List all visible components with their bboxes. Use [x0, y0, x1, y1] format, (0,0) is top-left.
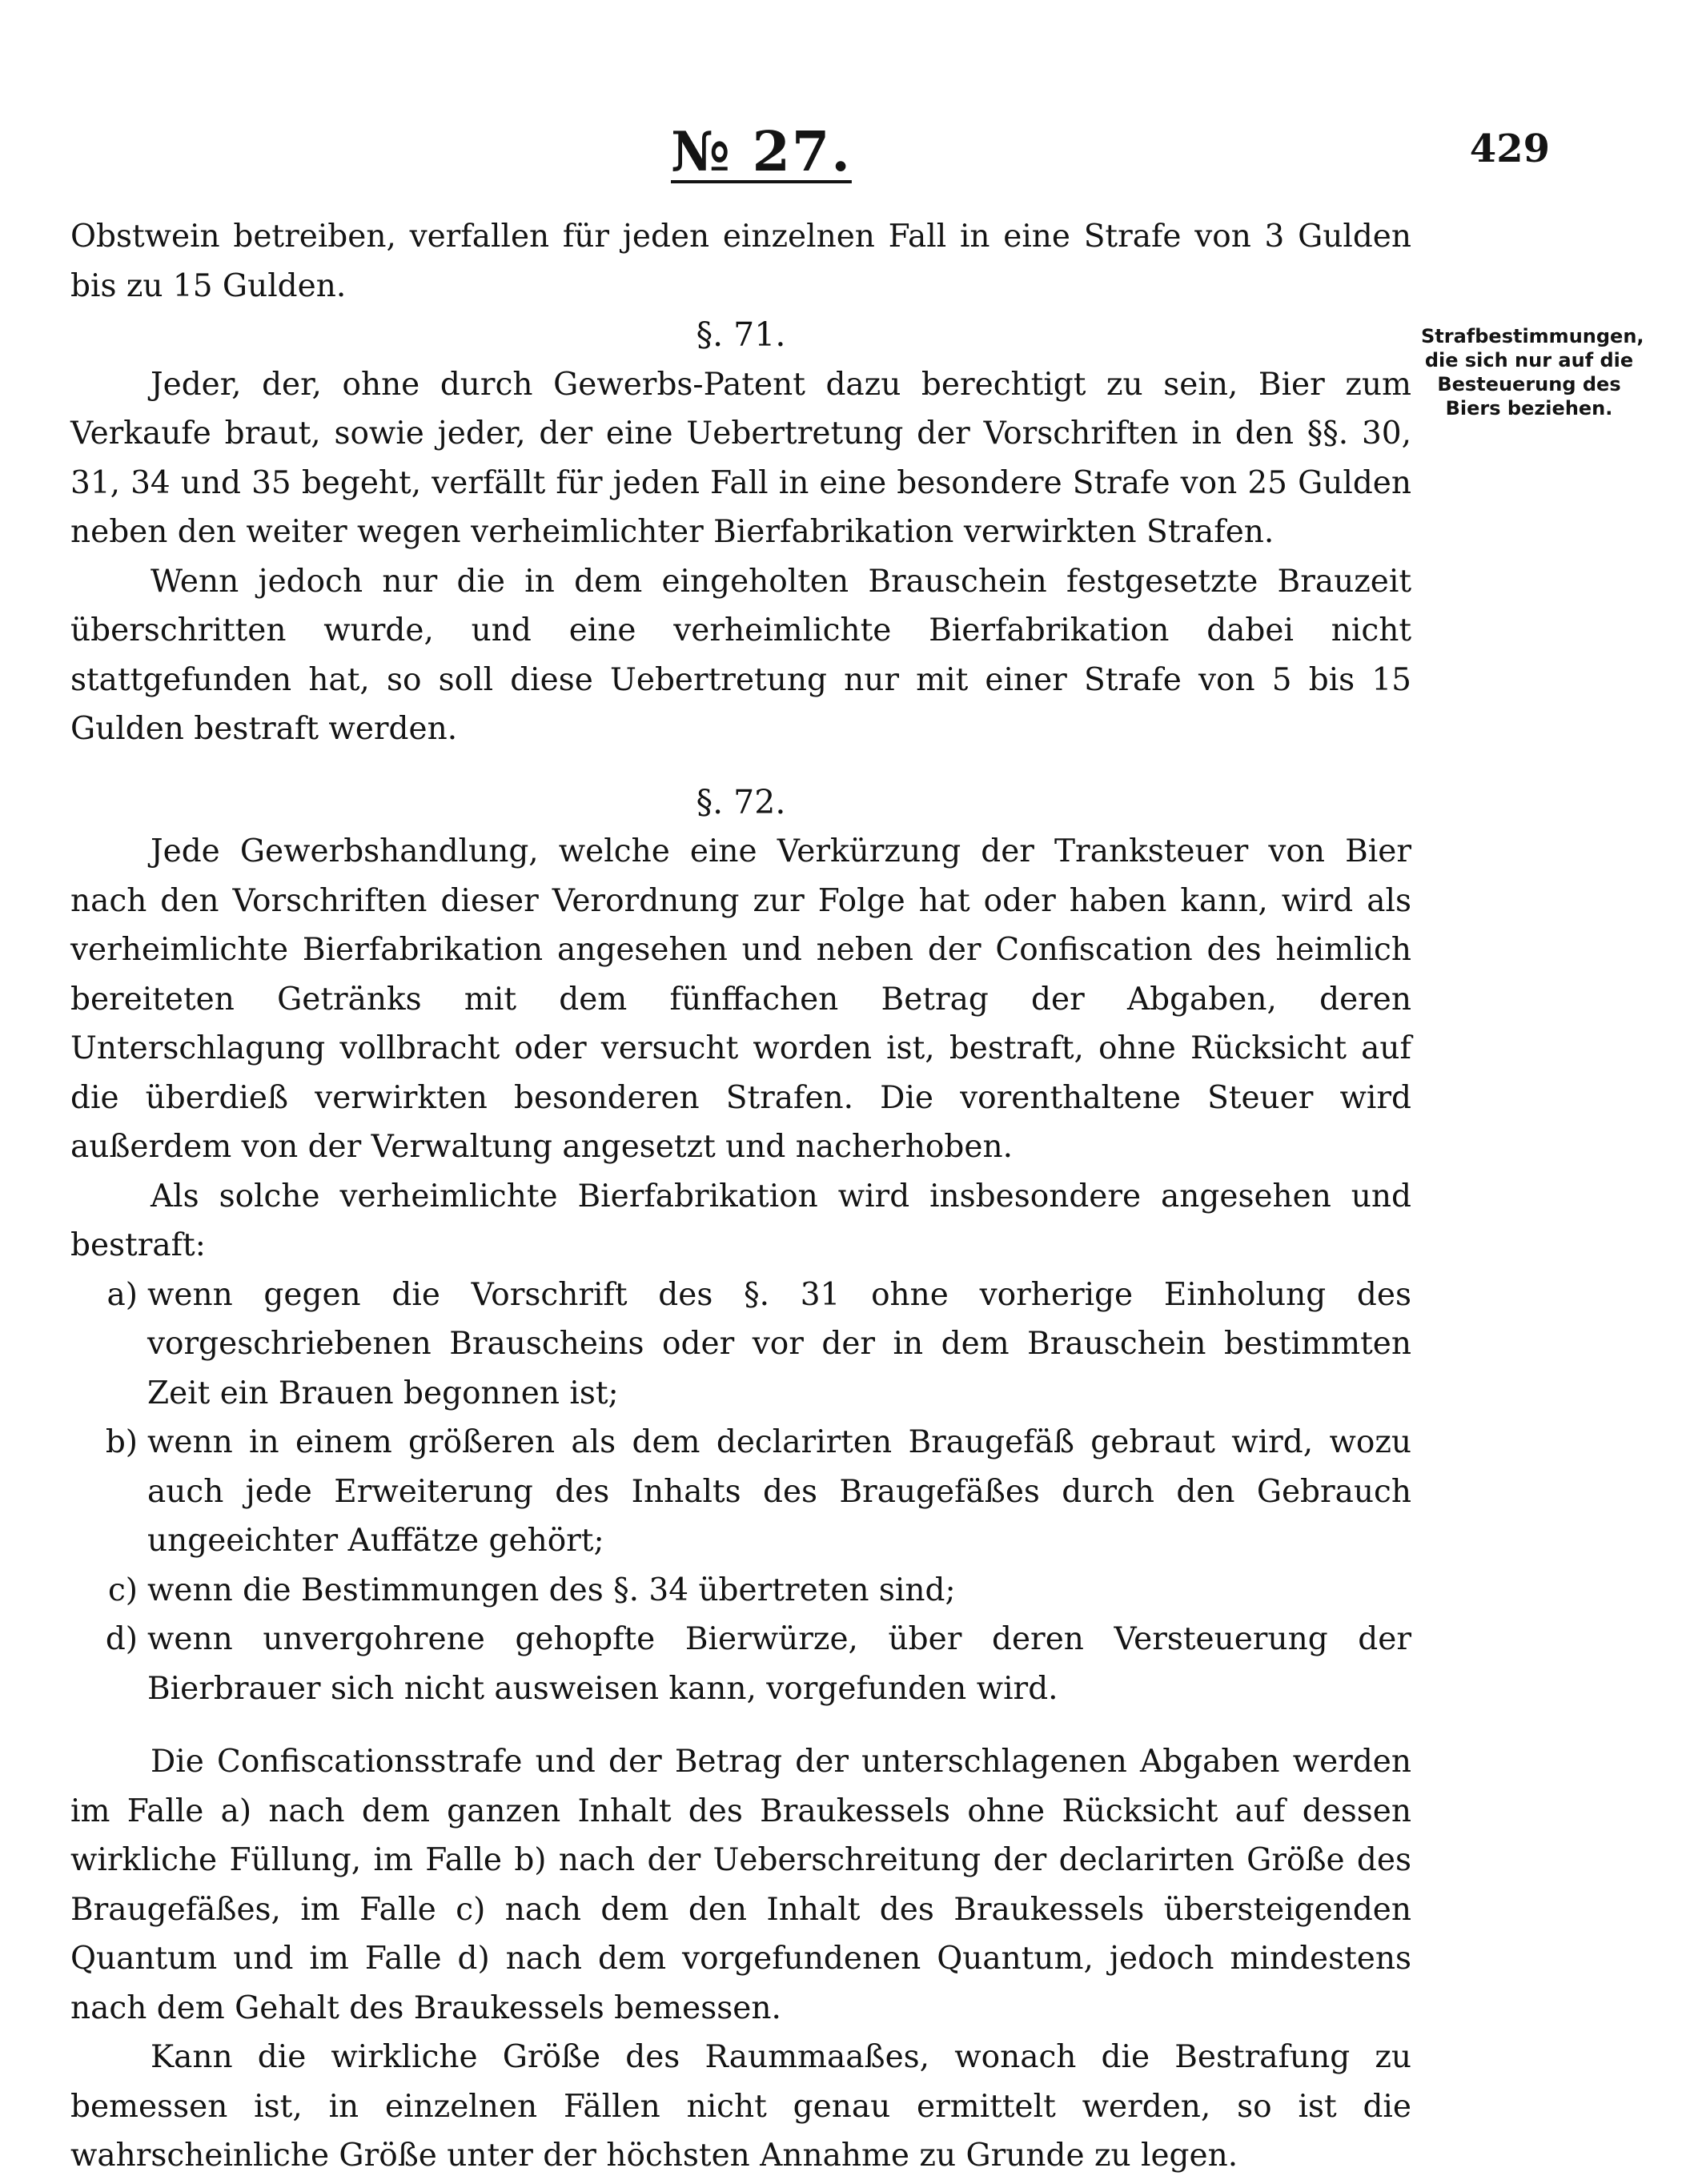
- paragraph-72-4: Kann die wirkliche Größe des Raummaaßes, wonach die Bestrafung zu bemessen ist, in einzelnen Fällen nicht genau ermittelt werden, so ist die wahrscheinliche Größe unter der höchsten Annahme zu Grunde zu legen.: [70, 2039, 1411, 2174]
- list-item-text: wenn gegen die Vorschrift des §. 31 ohne vorherige Einholung des vorgeschriebenen Brauscheins oder vor der in dem Brauschein bestimmten Zeit ein Brauen begonnen ist;: [147, 1276, 1411, 1411]
- list-item-label: d): [105, 1621, 138, 1657]
- section-heading-72: §. 72.: [696, 782, 786, 821]
- paragraph-72-3: Die Confiscationsstrafe und der Betrag der unterschlagenen Abgaben werden im Falle a) nach dem ganzen Inhalt des Braukessels ohne Rücksicht auf dessen wirkliche Füllung, im Falle b) nach der Ueberschreitung der declarirten Größe des Braugefäßes, im Falle c) nach dem den Inhalt des Braukessels übersteigenden Quantum und im Falle d) nach dem vorgefundenen Quantum, jedoch mindestens nach dem Gehalt des Braukessels bemessen.: [70, 1744, 1411, 2026]
- paragraph-continuation: Obstwein betreiben, verfallen für jeden einzelnen Fall in eine Strafe von 3 Gulden bis zu 15 Gulden.: [70, 219, 1411, 304]
- paragraph-71-2: Wenn jedoch nur die in dem eingeholten Brauschein festgesetzte Brauzeit überschritten wurde, und eine verheimlichte Bierfabrikation dabei nicht stattgefunden hat, so soll diese Uebertretung nur mit einer Strafe von 5 bis 15 Gulden bestraft werden.: [70, 563, 1411, 747]
- list-item: [70, 1566, 1411, 1616]
- list-item-label: b): [105, 1424, 138, 1460]
- paragraph-72-2: Als solche verheimlichte Bierfabrikation wird insbesondere angesehen und bestraft:: [70, 1178, 1411, 1263]
- paragraph-72-1: Jede Gewerbshandlung, welche eine Verkürzung der Tranksteuer von Bier nach den Vorschriften dieser Verordnung zur Folge hat oder haben kann, wird als verheimlichte Bierfabrikation angesehen und neben der Confiscation des heimlich bereiteten Getränks mit dem fünffachen Betrag der Abgaben, deren Unterschlagung vollbracht oder versucht worden ist, bestraft, ohne Rücksicht auf die überdieß verwirkten besonderen Strafen. Die vorenthaltene Steuer wird außerdem von der Verwaltung angesetzt und nacherhoben.: [70, 833, 1411, 1165]
- list-item: [70, 1418, 1411, 1566]
- list-item: [70, 1271, 1411, 1419]
- list-item-text: wenn die Bestimmungen des §. 34 übertreten sind;: [147, 1572, 956, 1608]
- offense-list: [70, 1271, 1411, 1714]
- list-item-label: a): [106, 1276, 138, 1313]
- paragraph-71-1: Jeder, der, ohne durch Gewerbs-Patent dazu berechtigt zu sein, Bier zum Verkaufe braut, sowie jeder, der eine Uebertretung der Vorschriften in den §§. 30, 31, 34 und 35 begeht, verfällt für jeden Fall in eine besondere Strafe von 25 Gulden neben den weiter wegen verheimlichter Bierfabrikation verwirkten Strafen.: [70, 366, 1411, 550]
- body-text: [70, 212, 1411, 2181]
- list-item-text: wenn in einem größeren als dem declarirten Braugefäß gebraut wird, wozu auch jede Erweiterung des Inhalts des Braugefäßes durch den Gebrauch ungeeichter Auffätze gehört;: [147, 1424, 1411, 1559]
- margin-note: Strafbestimmungen, die sich nur auf die Besteuerung des Biers beziehen.: [1421, 325, 1644, 420]
- list-item-label: c): [107, 1572, 138, 1608]
- page-header: [0, 120, 1702, 192]
- page-number: 429: [1469, 126, 1550, 171]
- issue-number: № 27.: [671, 120, 852, 184]
- list-item: [70, 1615, 1411, 1713]
- section-heading-71: §. 71.: [696, 315, 786, 354]
- list-item-text: wenn unvergohrene gehopfte Bierwürze, über deren Versteuerung der Bierbrauer sich nicht ausweisen kann, vorgefunden wird.: [147, 1621, 1411, 1707]
